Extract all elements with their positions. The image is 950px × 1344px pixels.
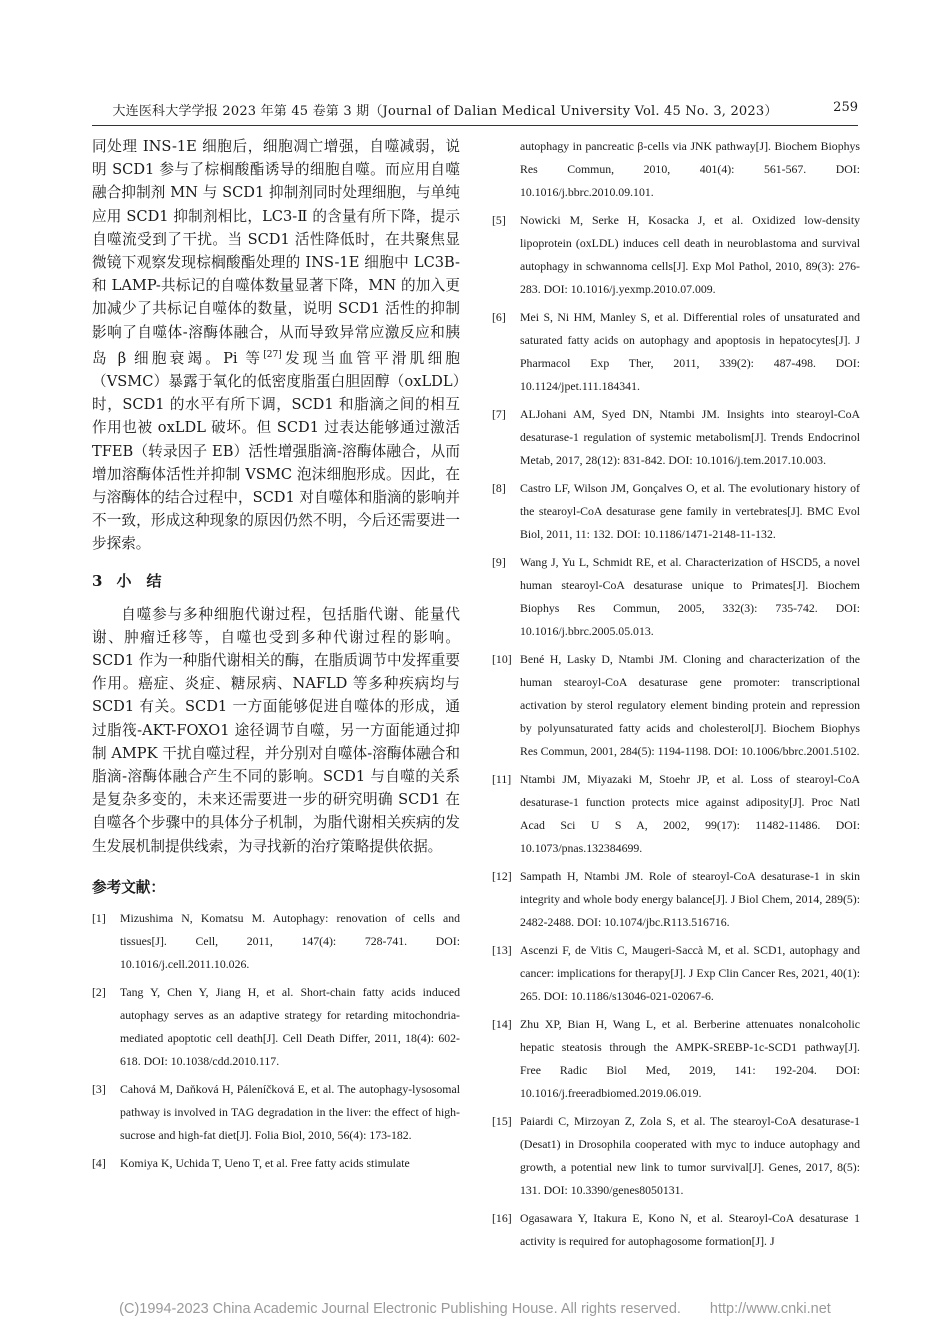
reference-number: [9]: [492, 555, 506, 569]
reference-number: [12]: [492, 869, 512, 883]
body-paragraph-2: 自噬参与多种细胞代谢过程，包括脂代谢、能量代谢、肿瘤迁移等，自噬也受到多种代谢过程的影响。SCD1 作为一种脂代谢相关的酶，在脂质调节中发挥重要作用。癌症、炎症、糖尿病、NAFLD 等多种疾病均与 SCD1 有关。SCD1 一方面能够促进自噬体的形成，通过脂筏-AKT-FOXO1 途径调节自噬，另一方面能通过抑制 AMPK 干扰自噬过程，并分别对自噬体-溶酶体融合和脂滴-溶酶体融合产生不同的影响。SCD1 与自噬的关系是复杂多变的，未来还需要进一步的研究明确 SCD1 在自噬各个步骤中的具体分子机制，为脂代谢相关疾病的发生发展机制提供线索，为寻找新的治疗策略提供依据。: [92, 605, 460, 855]
reference-item: [492, 403, 860, 472]
reference-item: [492, 551, 860, 643]
reference-text: Komiya K, Uchida T, Ueno T, et al. Free fatty acids stimulate: [120, 1155, 410, 1170]
reference-item: [492, 135, 860, 204]
reference-number: [13]: [492, 943, 512, 957]
reference-text: Ntambi JM, Miyazaki M, Stoehr JP, et al. Loss of stearoyl-CoA desaturase-1 function protects mice against adiposity[J]. Proc Natl Acad Sci U S A, 2002, 99(17): 11482-11486. DOI: 10.1073/pnas.132384699.: [520, 772, 860, 855]
reference-text: Castro LF, Wilson JM, Gonçalves O, et al. The evolutionary history of the stearoyl-CoA desaturase gene family in vertebrates[J]. BMC Evol Biol, 2011, 11: 132. DOI: 10.1186/1471-2148-11-132.: [520, 481, 860, 541]
reference-item: [492, 648, 860, 763]
reference-text: ALJohani AM, Syed DN, Ntambi JM. Insights into stearoyl-CoA desaturase-1 regulation of systemic metabolism[J]. Trends Endocrinol Metab, 2017, 28(12): 831-842. DOI: 10.1016/j.tem.2017.10.003.: [520, 407, 860, 467]
reference-item: [92, 981, 460, 1073]
reference-item: [492, 1110, 860, 1202]
citation-27[interactable]: [27]: [263, 349, 282, 360]
reference-text: Tang Y, Chen Y, Jiang H, et al. Short-chain fatty acids induced autophagy serves as an adaptive strategy for retarding mitochondria-mediated apoptotic cell death[J]. Cell Death Differ, 2011, 18(4): 602-618. DOI: 10.1038/cdd.2010.117.: [120, 984, 460, 1068]
reference-number: [16]: [492, 1211, 512, 1225]
reference-number: [11]: [492, 772, 512, 786]
reference-number: [3]: [92, 1081, 106, 1096]
reference-number: [6]: [492, 310, 506, 324]
reference-text: Zhu XP, Bian H, Wang L, et al. Berberine attenuates nonalcoholic hepatic steatosis through the AMPK-SREBP-1c-SCD1 pathway[J]. Free Radic Biol Med, 2019, 141: 192-204. DOI: 10.1016/j.freeradbiomed.2019.06.019.: [520, 1017, 860, 1100]
reference-item: [492, 1207, 860, 1253]
copyright-footer: (C)1994-2023 China Academic Journal Electronic Publishing House. All rights reserved. http://www.cnki.net: [119, 1301, 831, 1317]
reference-item: [492, 477, 860, 546]
reference-item: [492, 306, 860, 398]
body-paragraph-1: 同处理 INS-1E 细胞后，细胞凋亡增强，自噬减弱，说明 SCD1 参与了棕榈酸酯诱导的细胞自噬。而应用自噬融合抑制剂 MN 与 SCD1 抑制剂同时处理细胞，与单纯应用 SCD1 抑制剂相比，LC3-Ⅱ 的含量有所下降，提示自噬流受到了干扰。当 SCD1 活性降低时，在共聚焦显微镜下观察发现棕榈酸酯处理的 INS-1E 细胞中 LC3B-和 LAMP-共标记的自噬体数量显著下降，MN 的加入更加减少了共标记自噬体的数量，说明 SCD1 活性的抑制影响了自噬体-溶酶体融合，从而导致异常应激反应和胰岛 β 细胞衰竭。Pi 等[27]发现当血管平滑肌细胞（VSMC）暴露于氧化的低密度脂蛋白胆固醇（oxLDL）时，SCD1 的水平有所下调，SCD1 和脂滴之间的相互作用也被 oxLDL 破坏。但 SCD1 过表达能够通过激活 TFEB（转录因子 EB）活性增强脂滴-溶酶体融合，从而增加溶酶体活性并抑制 VSMC 泡沫细胞形成。因此，在与溶酶体的结合过程中，SCD1 对自噬体和脂滴的影响并不一致，形成这种现象的原因仍然不明，今后还需要进一步探索。: [92, 138, 460, 553]
reference-text: autophagy in pancreatic β-cells via JNK pathway[J]. Biochem Biophys Res Commun, 2010, 401(4): 561-567. DOI: 10.1016/j.bbrc.2010.09.101.: [520, 139, 860, 199]
reference-number: [7]: [492, 407, 506, 421]
reference-item: [492, 209, 860, 301]
reference-number: [15]: [492, 1114, 512, 1128]
reference-number: [14]: [492, 1017, 512, 1031]
reference-list-left: [92, 907, 460, 1175]
reference-item: [92, 907, 460, 976]
reference-number: [8]: [492, 481, 506, 495]
section-heading: 3 小 结: [92, 571, 162, 590]
reference-text: Sampath H, Ntambi JM. Role of stearoyl-CoA desaturase-1 in skin integrity and whole body energy balance[J]. J Biol Chem, 2014, 289(5): 2482-2488. DOI: 10.1074/jbc.R113.516716.: [520, 869, 860, 929]
reference-item: [492, 1013, 860, 1105]
reference-text: Cahová M, Daňková H, Páleníčková E, et al. The autophagy-lysosomal pathway is involved in TAG degradation in the liver: the effect of high-sucrose and high-fat diet[J]. Folia Biol, 2010, 56(4): 173-182.: [120, 1081, 460, 1142]
reference-number: [2]: [92, 984, 106, 999]
reference-text: Nowicki M, Serke H, Kosacka J, et al. Oxidized low-density lipoprotein (oxLDL) induces cell death in neuroblastoma and survival autophagy in schwannoma cells[J]. Exp Mol Pathol, 2010, 89(3): 276-283. DOI: 10.1016/j.yexmp.2010.07.009.: [520, 213, 860, 296]
reference-item: [492, 768, 860, 860]
reference-number: [1]: [92, 910, 106, 925]
running-header: [92, 97, 858, 126]
reference-item: [492, 939, 860, 1008]
reference-text: Wang J, Yu L, Schmidt RE, et al. Characterization of HSCD5, a novel human stearoyl-CoA desaturase unique to Primates[J]. Biochem Biophys Res Commun, 2005, 332(3): 735-742. DOI: 10.1016/j.bbrc.2005.05.013.: [520, 555, 860, 638]
reference-text: Bené H, Lasky D, Ntambi JM. Cloning and characterization of the human stearoyl-CoA desaturase gene promoter: transcriptional activation by sterol regulatory element binding protein and repression by polyunsaturated fatty acids and cholesterol[J]. Biochem Biophys Res Commun, 2001, 284(5): 1194-1198. DOI: 10.1006/bbrc.2001.5102.: [520, 652, 860, 758]
reference-item: [492, 865, 860, 934]
reference-list-right: [492, 135, 860, 1253]
right-column: [492, 135, 860, 1258]
left-column: [92, 135, 460, 1180]
reference-text: Mei S, Ni HM, Manley S, et al. Differential roles of unsaturated and saturated fatty acids on autophagy and apoptosis in hepatocytes[J]. J Pharmacol Exp Ther, 2011, 339(2): 487-498. DOI: 10.1124/jpet.111.184341.: [520, 310, 860, 393]
reference-text: Ascenzi F, de Vitis C, Maugeri-Saccà M, et al. SCD1, autophagy and cancer: implications for therapy[J]. J Exp Clin Cancer Res, 2021, 40(1): 265. DOI: 10.1186/s13046-021-02067-6.: [520, 943, 860, 1003]
reference-text: Mizushima N, Komatsu M. Autophagy: renovation of cells and tissues[J]. Cell, 2011, 147(4): 728-741. DOI: 10.1016/j.cell.2011.10.026.: [120, 910, 460, 971]
reference-item: [92, 1078, 460, 1147]
journal-title: 大连医科大学学报 2023 年第 45 卷第 3 期（Journal of Dalian Medical University Vol. 45 No. 3, 2023）: [112, 104, 778, 119]
reference-text: Ogasawara Y, Itakura E, Kono N, et al. Stearoyl-CoA desaturase 1 activity is required for autophagosome formation[J]. J: [520, 1211, 860, 1248]
reference-number: [4]: [92, 1155, 106, 1170]
reference-number: [10]: [492, 652, 512, 666]
reference-item: [92, 1152, 460, 1175]
references-heading: 参考文献：: [92, 878, 165, 896]
page-number: 259: [833, 100, 858, 115]
reference-number: [5]: [492, 213, 506, 227]
reference-text: Paiardi C, Mirzoyan Z, Zola S, et al. The stearoyl-CoA desaturase-1 (Desat1) in Drosophila cooperated with myc to induce autophagy and growth, a potential new link to tumor survival[J]. Genes, 2017, 8(5): 131. DOI: 10.3390/genes8050131.: [520, 1114, 860, 1197]
